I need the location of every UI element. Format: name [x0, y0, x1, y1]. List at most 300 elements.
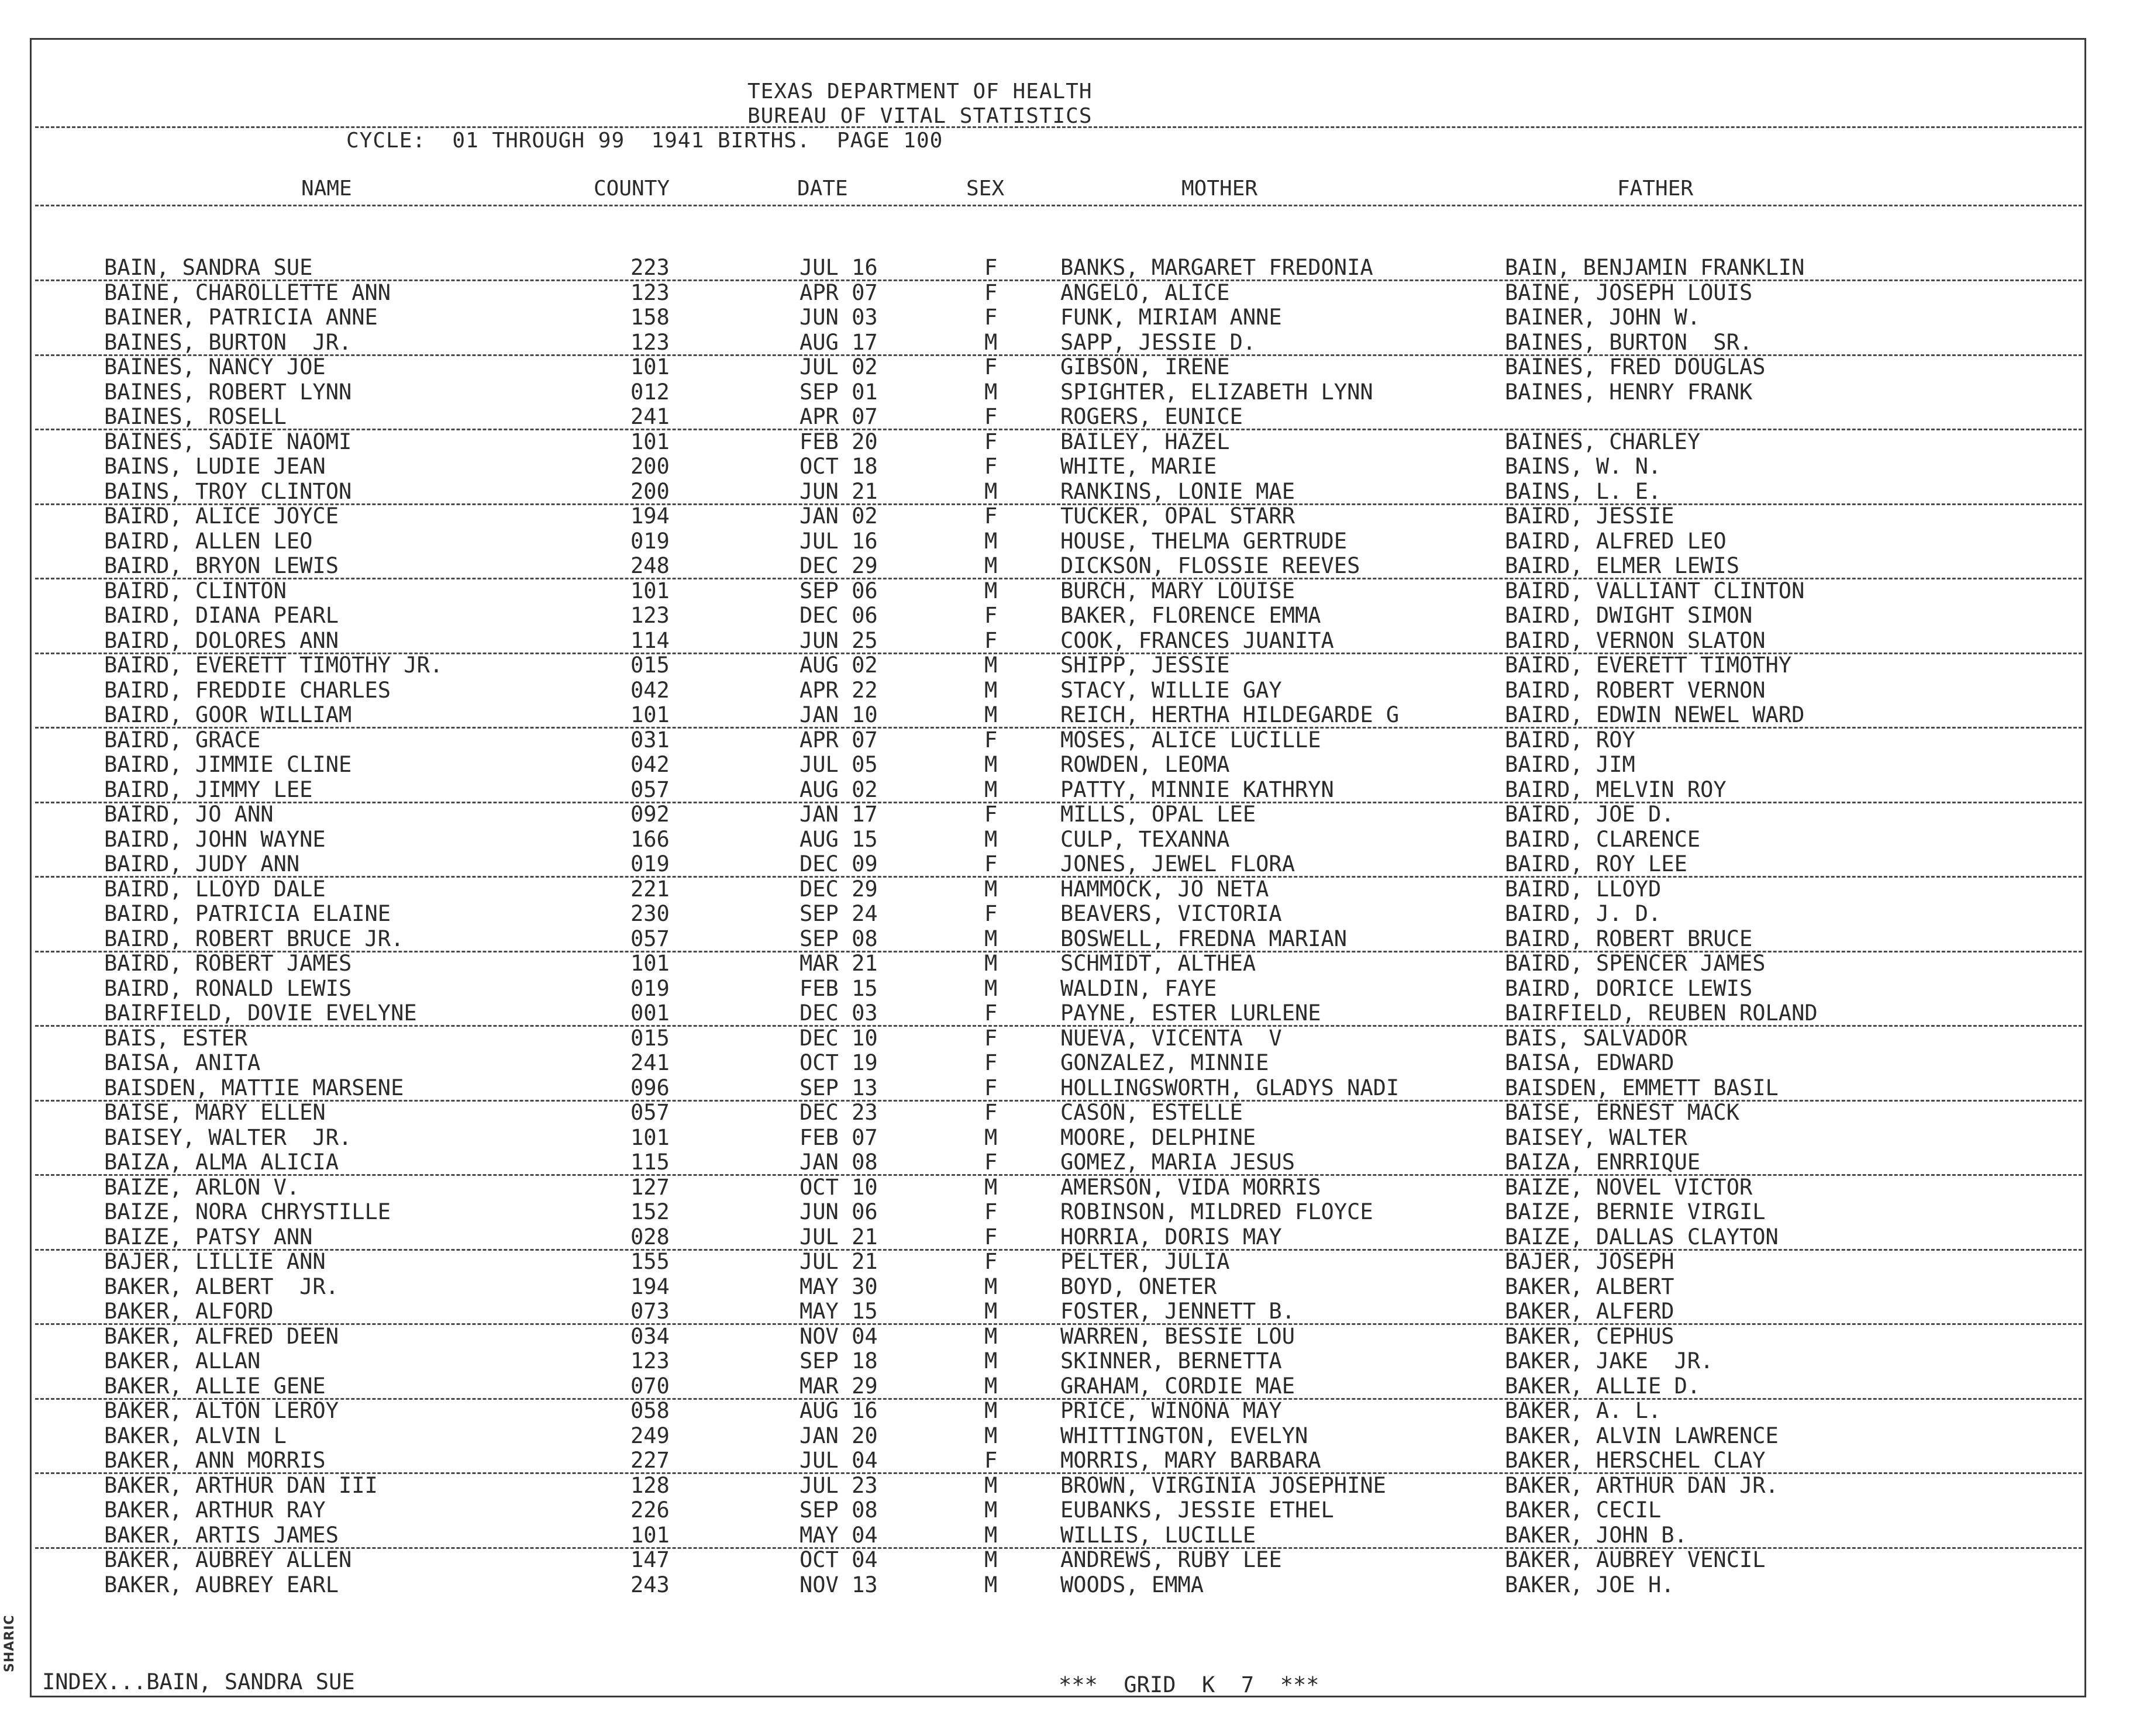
- cell-date: APR 07: [800, 280, 878, 305]
- cell-date: JAN 17: [800, 802, 878, 827]
- cell-name: BAKER, AUBREY EARL: [104, 1572, 339, 1597]
- cell-sex: F: [984, 802, 998, 827]
- cell-name: BAISE, MARY ELLEN: [104, 1100, 326, 1125]
- cell-name: BAKER, ALLAN: [104, 1348, 261, 1373]
- cell-date: JUL 21: [800, 1224, 878, 1250]
- cell-date: OCT 04: [800, 1547, 878, 1572]
- cell-county: 152: [630, 1199, 670, 1224]
- cell-sex: M: [984, 578, 998, 603]
- cell-name: BAINS, LUDIE JEAN: [104, 454, 326, 479]
- cell-mother: ROBINSON, MILDRED FLOYCE: [1060, 1199, 1373, 1224]
- cell-date: DEC 29: [800, 876, 878, 902]
- table-row: [0, 653, 2106, 678]
- cell-date: JUL 23: [800, 1473, 878, 1498]
- cell-date: MAR 21: [800, 951, 878, 976]
- cell-name: BAKER, ARTIS JAMES: [104, 1523, 339, 1548]
- cell-sex: M: [984, 951, 998, 976]
- cycle-info: CYCLE: 01 THROUGH 99 1941 BIRTHS. PAGE 100: [346, 129, 943, 153]
- table-row: [0, 728, 2106, 753]
- cell-name: BAIRD, PATRICIA ELAINE: [104, 901, 391, 926]
- cell-mother: EUBANKS, JESSIE ETHEL: [1060, 1497, 1334, 1523]
- cell-mother: BANKS, MARGARET FREDONIA: [1060, 255, 1373, 280]
- cell-father: BAISEY, WALTER: [1505, 1125, 1687, 1150]
- cell-mother: BURCH, MARY LOUISE: [1060, 578, 1295, 603]
- cell-date: JUN 03: [800, 305, 878, 330]
- cell-sex: F: [984, 280, 998, 305]
- cell-name: BAIRD, ALICE JOYCE: [104, 503, 339, 529]
- cell-mother: SPIGHTER, ELIZABETH LYNN: [1060, 379, 1373, 405]
- cell-date: SEP 06: [800, 578, 878, 603]
- cell-sex: M: [984, 653, 998, 678]
- cell-name: BAKER, ALLIE GENE: [104, 1373, 326, 1399]
- column-header-sex: SEX: [966, 177, 1005, 201]
- table-row: [0, 1573, 2106, 1597]
- cell-father: BAIRD, VALLIANT CLINTON: [1505, 578, 1805, 603]
- cell-father: BAIRD, ROY LEE: [1505, 851, 1687, 876]
- cell-sex: F: [984, 1026, 998, 1051]
- cell-mother: MORRIS, MARY BARBARA: [1060, 1448, 1321, 1473]
- table-row: [0, 281, 2106, 305]
- cell-father: BAINER, JOHN W.: [1505, 305, 1701, 330]
- table-row: [0, 1498, 2106, 1523]
- cell-father: BAIZE, NOVEL VICTOR: [1505, 1175, 1753, 1200]
- cell-sex: F: [984, 727, 998, 753]
- cell-mother: GRAHAM, CORDIE MAE: [1060, 1373, 1295, 1399]
- cell-father: BAIRD, JESSIE: [1505, 503, 1674, 529]
- cell-name: BAISDEN, MATTIE MARSENE: [104, 1075, 404, 1100]
- cell-name: BAISA, ANITA: [104, 1050, 261, 1075]
- cell-name: BAIS, ESTER: [104, 1026, 248, 1051]
- cell-name: BAINES, ROSELL: [104, 404, 287, 429]
- cell-name: BAISEY, WALTER JR.: [104, 1125, 352, 1150]
- cell-date: MAY 15: [800, 1299, 878, 1324]
- cell-sex: M: [984, 926, 998, 951]
- cell-mother: BOSWELL, FREDNA MARIAN: [1060, 926, 1348, 951]
- cell-county: 243: [630, 1572, 670, 1597]
- cell-name: BAKER, AUBREY ALLEN: [104, 1547, 352, 1572]
- cell-date: MAR 29: [800, 1373, 878, 1399]
- cell-date: JUN 25: [800, 628, 878, 653]
- cell-county: 057: [630, 1100, 670, 1125]
- cell-name: BAIRD, BRYON LEWIS: [104, 553, 339, 578]
- table-row: [0, 430, 2106, 454]
- column-header-date: DATE: [797, 177, 848, 201]
- cell-county: 031: [630, 727, 670, 753]
- cell-name: BAIZE, ARLON V.: [104, 1175, 300, 1200]
- table-row: [0, 802, 2106, 827]
- cell-county: 101: [630, 951, 670, 976]
- cell-mother: BAILEY, HAZEL: [1060, 429, 1230, 454]
- cell-county: 096: [630, 1075, 670, 1100]
- cell-father: BAJER, JOSEPH: [1505, 1249, 1674, 1274]
- cell-sex: M: [984, 1572, 998, 1597]
- cell-county: 123: [630, 280, 670, 305]
- table-row: [0, 927, 2106, 951]
- cell-county: 034: [630, 1324, 670, 1349]
- table-row: [0, 1324, 2106, 1349]
- cell-name: BAKER, ARTHUR RAY: [104, 1497, 326, 1523]
- cell-name: BAKER, ARTHUR DAN III: [104, 1473, 378, 1498]
- cell-name: BAIRD, JO ANN: [104, 802, 274, 827]
- cell-county: 123: [630, 1348, 670, 1373]
- cell-county: 115: [630, 1150, 670, 1175]
- table-row: [0, 703, 2106, 727]
- cell-mother: WARREN, BESSIE LOU: [1060, 1324, 1295, 1349]
- cell-county: 241: [630, 404, 670, 429]
- cell-name: BAIZE, PATSY ANN: [104, 1224, 313, 1250]
- table-row: [0, 355, 2106, 379]
- cell-name: BAIRD, DIANA PEARL: [104, 603, 339, 628]
- cell-name: BAIRD, GRACE: [104, 727, 261, 753]
- cell-mother: HORRIA, DORIS MAY: [1060, 1224, 1282, 1250]
- cell-sex: M: [984, 1497, 998, 1523]
- cell-county: 226: [630, 1497, 670, 1523]
- cell-mother: HAMMOCK, JO NETA: [1060, 876, 1269, 902]
- cell-father: BAINES, FRED DOUGLAS: [1505, 354, 1766, 379]
- cell-father: BAKER, CECIL: [1505, 1497, 1662, 1523]
- cell-mother: PATTY, MINNIE KATHRYN: [1060, 777, 1334, 802]
- cell-date: OCT 10: [800, 1175, 878, 1200]
- cell-date: SEP 13: [800, 1075, 878, 1100]
- cell-county: 073: [630, 1299, 670, 1324]
- table-row: [0, 256, 2106, 280]
- table-row: [0, 1399, 2106, 1423]
- cell-mother: SAPP, JESSIE D.: [1060, 330, 1256, 355]
- cell-date: JUL 16: [800, 255, 878, 280]
- table-row: [0, 405, 2106, 429]
- cell-mother: GOMEZ, MARIA JESUS: [1060, 1150, 1295, 1175]
- cell-father: BAKER, ALLIE D.: [1505, 1373, 1701, 1399]
- cell-father: BAIRD, VERNON SLATON: [1505, 628, 1766, 653]
- column-header-county: COUNTY: [594, 177, 670, 201]
- column-header-mother: MOTHER: [1181, 177, 1258, 201]
- cell-name: BAIRD, LLOYD DALE: [104, 876, 326, 902]
- table-row: [0, 1200, 2106, 1224]
- cell-county: 230: [630, 901, 670, 926]
- cell-county: 194: [630, 503, 670, 529]
- cell-father: BAKER, JOE H.: [1505, 1572, 1674, 1597]
- cell-father: BAIRD, ALFRED LEO: [1505, 529, 1727, 554]
- cell-date: OCT 18: [800, 454, 878, 479]
- table-row: [0, 827, 2106, 852]
- cell-name: BAINES, BURTON JR.: [104, 330, 352, 355]
- table-row: [0, 479, 2106, 504]
- side-label: SHARIC: [2, 1614, 17, 1672]
- cell-father: BAIRD, MELVIN ROY: [1505, 777, 1727, 802]
- cell-mother: MOORE, DELPHINE: [1060, 1125, 1256, 1150]
- cell-county: 241: [630, 1050, 670, 1075]
- table-row: [0, 454, 2106, 479]
- cell-sex: M: [984, 1299, 998, 1324]
- cell-county: 200: [630, 479, 670, 504]
- cell-sex: F: [984, 1000, 998, 1026]
- cell-county: 128: [630, 1473, 670, 1498]
- table-row: [0, 1548, 2106, 1572]
- cell-date: FEB 07: [800, 1125, 878, 1150]
- cell-sex: F: [984, 1050, 998, 1075]
- table-row: [0, 1349, 2106, 1373]
- cell-date: SEP 18: [800, 1348, 878, 1373]
- cell-father: BAKER, A. L.: [1505, 1398, 1662, 1423]
- cell-county: 101: [630, 1523, 670, 1548]
- cell-name: BAKER, ANN MORRIS: [104, 1448, 326, 1473]
- cell-mother: SHIPP, JESSIE: [1060, 653, 1230, 678]
- cell-father: BAINES, BURTON SR.: [1505, 330, 1753, 355]
- cell-county: 012: [630, 379, 670, 405]
- cell-name: BAIRD, DOLORES ANN: [104, 628, 339, 653]
- cell-father: BAINES, CHARLEY: [1505, 429, 1701, 454]
- cell-sex: F: [984, 305, 998, 330]
- cell-county: 101: [630, 1125, 670, 1150]
- cell-mother: CASON, ESTELLE: [1060, 1100, 1243, 1125]
- cell-mother: WALDIN, FAYE: [1060, 976, 1217, 1001]
- cell-name: BAIRD, ALLEN LEO: [104, 529, 313, 554]
- dashed-rule: [35, 205, 2082, 206]
- cell-sex: M: [984, 1423, 998, 1448]
- cell-sex: F: [984, 255, 998, 280]
- cell-sex: F: [984, 1100, 998, 1125]
- cell-date: JAN 10: [800, 702, 878, 727]
- cell-name: BAKER, ALBERT JR.: [104, 1274, 339, 1299]
- cell-name: BAIRD, CLINTON: [104, 578, 287, 603]
- cell-father: BAIRD, ROBERT VERNON: [1505, 678, 1766, 703]
- cell-county: 028: [630, 1224, 670, 1250]
- cell-mother: SCHMIDT, ALTHEA: [1060, 951, 1256, 976]
- cell-date: MAY 04: [800, 1523, 878, 1548]
- cell-father: BAKER, ALBERT: [1505, 1274, 1674, 1299]
- table-row: [0, 1001, 2106, 1026]
- cell-mother: MILLS, OPAL LEE: [1060, 802, 1256, 827]
- table-row: [0, 976, 2106, 1001]
- cell-father: BAIZE, DALLAS CLAYTON: [1505, 1224, 1779, 1250]
- table-row: [0, 1250, 2106, 1274]
- cell-sex: M: [984, 1473, 998, 1498]
- cell-sex: F: [984, 1150, 998, 1175]
- cell-name: BAINE, CHAROLLETTE ANN: [104, 280, 391, 305]
- cell-county: 155: [630, 1249, 670, 1274]
- cell-date: NOV 13: [800, 1572, 878, 1597]
- cell-father: BAIRD, JOE D.: [1505, 802, 1674, 827]
- cell-date: SEP 01: [800, 379, 878, 405]
- cell-sex: F: [984, 404, 998, 429]
- cell-county: 200: [630, 454, 670, 479]
- table-row: [0, 778, 2106, 802]
- cell-date: DEC 10: [800, 1026, 878, 1051]
- cell-sex: F: [984, 901, 998, 926]
- cell-county: 227: [630, 1448, 670, 1473]
- cell-name: BAIRD, ROBERT JAMES: [104, 951, 352, 976]
- table-row: [0, 380, 2106, 405]
- cell-county: 057: [630, 777, 670, 802]
- cell-name: BAKER, ALFORD: [104, 1299, 274, 1324]
- table-row: [0, 902, 2106, 926]
- cell-county: 092: [630, 802, 670, 827]
- cell-father: BAINES, HENRY FRANK: [1505, 379, 1753, 405]
- cell-father: BAIRD, J. D.: [1505, 901, 1662, 926]
- cell-county: 042: [630, 752, 670, 777]
- cell-county: 221: [630, 876, 670, 902]
- cell-date: NOV 04: [800, 1324, 878, 1349]
- cell-county: 015: [630, 653, 670, 678]
- cell-father: BAIRD, ELMER LEWIS: [1505, 553, 1739, 578]
- bureau-title: BUREAU OF VITAL STATISTICS: [747, 104, 1093, 128]
- table-row: [0, 554, 2106, 578]
- cell-name: BAIRD, GOOR WILLIAM: [104, 702, 352, 727]
- cell-sex: F: [984, 1224, 998, 1250]
- cell-mother: FUNK, MIRIAM ANNE: [1060, 305, 1282, 330]
- table-row: [0, 1448, 2106, 1473]
- table-row: [0, 753, 2106, 777]
- cell-father: BAINS, W. N.: [1505, 454, 1662, 479]
- cell-date: FEB 15: [800, 976, 878, 1001]
- cell-sex: M: [984, 330, 998, 355]
- cell-father: BAIRFIELD, REUBEN ROLAND: [1505, 1000, 1818, 1026]
- cell-name: BAIZA, ALMA ALICIA: [104, 1150, 339, 1175]
- cell-date: JAN 08: [800, 1150, 878, 1175]
- column-header-name: NAME: [301, 177, 352, 201]
- cell-mother: BOYD, ONETER: [1060, 1274, 1217, 1299]
- cell-name: BAKER, ALFRED DEEN: [104, 1324, 339, 1349]
- cell-sex: M: [984, 1523, 998, 1548]
- cell-county: 147: [630, 1547, 670, 1572]
- dashed-rule: [35, 126, 2082, 128]
- cell-date: AUG 15: [800, 827, 878, 852]
- cell-mother: JONES, JEWEL FLORA: [1060, 851, 1295, 876]
- table-row: [0, 629, 2106, 653]
- cell-county: 223: [630, 255, 670, 280]
- cell-sex: M: [984, 379, 998, 405]
- cell-sex: M: [984, 1398, 998, 1423]
- cell-date: JAN 02: [800, 503, 878, 529]
- cell-sex: F: [984, 1199, 998, 1224]
- cell-name: BAIRD, JIMMIE CLINE: [104, 752, 352, 777]
- cell-mother: WHITE, MARIE: [1060, 454, 1217, 479]
- cell-date: AUG 02: [800, 653, 878, 678]
- table-row: [0, 529, 2106, 554]
- cell-mother: FOSTER, JENNETT B.: [1060, 1299, 1295, 1324]
- cell-mother: TUCKER, OPAL STARR: [1060, 503, 1295, 529]
- cell-father: BAIRD, ROY: [1505, 727, 1635, 753]
- cell-father: BAISA, EDWARD: [1505, 1050, 1674, 1075]
- cell-name: BAINES, SADIE NAOMI: [104, 429, 352, 454]
- table-row: [0, 1225, 2106, 1250]
- cell-mother: ROWDEN, LEOMA: [1060, 752, 1230, 777]
- table-row: [0, 951, 2106, 976]
- table-row: [0, 1150, 2106, 1175]
- cell-sex: M: [984, 1175, 998, 1200]
- cell-county: 248: [630, 553, 670, 578]
- cell-sex: F: [984, 851, 998, 876]
- cell-county: 101: [630, 354, 670, 379]
- table-row: [0, 504, 2106, 529]
- cell-sex: F: [984, 429, 998, 454]
- cell-father: BAIRD, CLARENCE: [1505, 827, 1701, 852]
- table-row: [0, 603, 2106, 628]
- cell-date: SEP 24: [800, 901, 878, 926]
- cell-name: BAIRFIELD, DOVIE EVELYNE: [104, 1000, 417, 1026]
- agency-title: TEXAS DEPARTMENT OF HEALTH: [747, 80, 1093, 103]
- cell-mother: PELTER, JULIA: [1060, 1249, 1230, 1274]
- cell-county: 194: [630, 1274, 670, 1299]
- cell-sex: M: [984, 1274, 998, 1299]
- table-row: [0, 1473, 2106, 1498]
- cell-name: BAIRD, JOHN WAYNE: [104, 827, 326, 852]
- table-row: [0, 305, 2106, 330]
- cell-mother: BROWN, VIRGINIA JOSEPHINE: [1060, 1473, 1386, 1498]
- cell-name: BAIRD, JIMMY LEE: [104, 777, 313, 802]
- cell-county: 019: [630, 851, 670, 876]
- cell-father: BAKER, ALFERD: [1505, 1299, 1674, 1324]
- cell-date: JUL 02: [800, 354, 878, 379]
- cell-date: AUG 16: [800, 1398, 878, 1423]
- cell-date: DEC 29: [800, 553, 878, 578]
- cell-date: JUL 04: [800, 1448, 878, 1473]
- table-row: [0, 1275, 2106, 1299]
- cell-date: MAY 30: [800, 1274, 878, 1299]
- cell-father: BAIN, BENJAMIN FRANKLIN: [1505, 255, 1805, 280]
- table-row: [0, 852, 2106, 876]
- cell-mother: GIBSON, IRENE: [1060, 354, 1230, 379]
- cell-date: DEC 03: [800, 1000, 878, 1026]
- table-row: [0, 1299, 2106, 1324]
- cell-sex: M: [984, 529, 998, 554]
- cell-father: BAKER, JOHN B.: [1505, 1523, 1687, 1548]
- cell-father: BAKER, AUBREY VENCIL: [1505, 1547, 1766, 1572]
- cell-father: BAINE, JOSEPH LOUIS: [1505, 280, 1753, 305]
- cell-sex: F: [984, 354, 998, 379]
- cell-mother: NUEVA, VICENTA V: [1060, 1026, 1282, 1051]
- grid-label: *** GRID K 7 ***: [1059, 1672, 1319, 1697]
- cell-father: BAIRD, LLOYD: [1505, 876, 1662, 902]
- cell-sex: F: [984, 603, 998, 628]
- cell-county: 166: [630, 827, 670, 852]
- cell-mother: MOSES, ALICE LUCILLE: [1060, 727, 1321, 753]
- cell-sex: F: [984, 628, 998, 653]
- cell-sex: M: [984, 777, 998, 802]
- cell-mother: WILLIS, LUCILLE: [1060, 1523, 1256, 1548]
- cell-name: BAKER, ALVIN L: [104, 1423, 287, 1448]
- cell-date: JUN 21: [800, 479, 878, 504]
- cell-sex: F: [984, 1075, 998, 1100]
- cell-father: BAIZE, BERNIE VIRGIL: [1505, 1199, 1766, 1224]
- cell-sex: F: [984, 1249, 998, 1274]
- cell-name: BAINES, NANCY JOE: [104, 354, 326, 379]
- cell-date: JUN 06: [800, 1199, 878, 1224]
- cell-mother: GONZALEZ, MINNIE: [1060, 1050, 1269, 1075]
- cell-sex: M: [984, 1348, 998, 1373]
- cell-father: BAIRD, ROBERT BRUCE: [1505, 926, 1753, 951]
- cell-date: APR 07: [800, 727, 878, 753]
- table-row: [0, 1051, 2106, 1075]
- cell-county: 158: [630, 305, 670, 330]
- cell-date: APR 07: [800, 404, 878, 429]
- cell-mother: COOK, FRANCES JUANITA: [1060, 628, 1334, 653]
- cell-name: BAIRD, FREDDIE CHARLES: [104, 678, 391, 703]
- cell-date: JUL 21: [800, 1249, 878, 1274]
- cell-name: BAINER, PATRICIA ANNE: [104, 305, 378, 330]
- cell-mother: AMERSON, VIDA MORRIS: [1060, 1175, 1321, 1200]
- cell-county: 001: [630, 1000, 670, 1026]
- cell-county: 114: [630, 628, 670, 653]
- cell-father: BAIZA, ENRRIQUE: [1505, 1150, 1701, 1175]
- cell-date: APR 22: [800, 678, 878, 703]
- cell-sex: M: [984, 827, 998, 852]
- cell-name: BAIZE, NORA CHRYSTILLE: [104, 1199, 391, 1224]
- cell-county: 042: [630, 678, 670, 703]
- cell-sex: M: [984, 976, 998, 1001]
- cell-sex: M: [984, 479, 998, 504]
- cell-father: BAIRD, EDWIN NEWEL WARD: [1505, 702, 1805, 727]
